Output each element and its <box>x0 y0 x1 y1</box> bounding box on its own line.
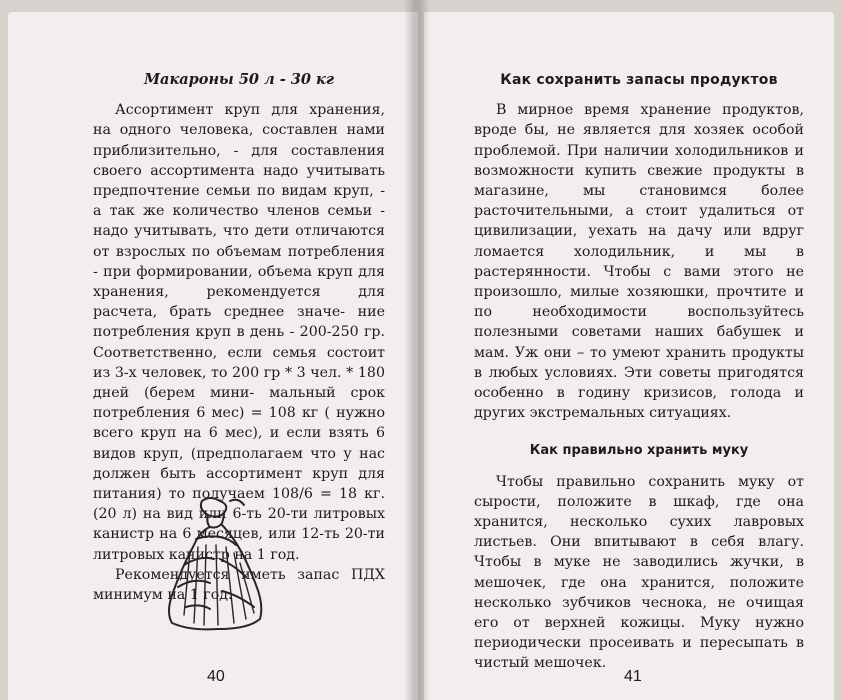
page-number-right: 41 <box>624 668 642 685</box>
right-subheading: Как правильно хранить муку <box>529 443 749 459</box>
right-page <box>424 12 834 700</box>
left-heading: Макароны 50 л - 30 кг <box>144 71 334 88</box>
page-number-left: 40 <box>207 668 225 685</box>
book-spine-shadow <box>404 0 430 700</box>
left-page <box>8 12 418 700</box>
right-page-text <box>474 70 804 674</box>
left-paragraph-1: Ассортимент круп для хранения, на одного человека, составлен нами приблизительно, - для составления своего ассортимента надо учитывать предпочтение семьи по видам круп, - а так же количество членов семьи - надо учитывать, что дети отличаются от взрослых по объемам потребления - при формировании, объема круп для хранения, рекомендуется для расчета, брать среднее значе- ние потребления круп в день - 200-250 гр. Соответственно, если семья состоит из 3-х человек, то 200 гр * 3 чел. * 180 дней (берем мини- мальный срок потребления 6 мес) = 108 кг ( нужно всего круп на 6 мес), и если взять 6 видов круп, (предполагаем что у нас должен быть ассортимент круп для питания) то получаем 108/6 = 18 кг. (20 л) на вид или 6-ть 20-ти литровых канистр на 6 месяцев, или 12-ть 20-ти литровых канистр на 1 год. <box>93 102 385 563</box>
left-paragraph-2: Рекомендуется иметь запас ПДХ минимум на 1 год. <box>93 566 385 604</box>
right-paragraph-1: В мирное время хранение продуктов, вроде бы, не является для хозяек особой проблемой. При наличии холодильников и возможности купить свежие продукты в магазине, мы становимся более расточительными, а стоит удалиться от цивилизации, уехать на дачу или вдруг ломается холодильник, и мы в растерянности. Чтобы с вами этого не произошло, милые хозяюшки, прочтите и по необходимости воспользуйтесь полезными советами наших бабушек и мам. Уж они – то умеют хранить продукты в любых условиях. Эти советы пригодятся особенно в годину кризисов, голода и других экстремальных ситуациях. <box>474 102 804 422</box>
sack-illustration <box>160 495 270 635</box>
right-paragraph-2: Чтобы правильно сохранить муку от сырости, положите в шкаф, где она хранится, несколько сухих лавровых листьев. Они впитывают в себя влагу. Чтобы в муке не заводились жучки, в мешочек, где она хранится, положите несколько зубчиков чеснока, не очищая его от верхней кожицы. Муку нужно периодически просеивать и пересыпать в чистый мешочек. <box>474 473 804 672</box>
right-heading: Как сохранить запасы продуктов <box>500 72 778 88</box>
